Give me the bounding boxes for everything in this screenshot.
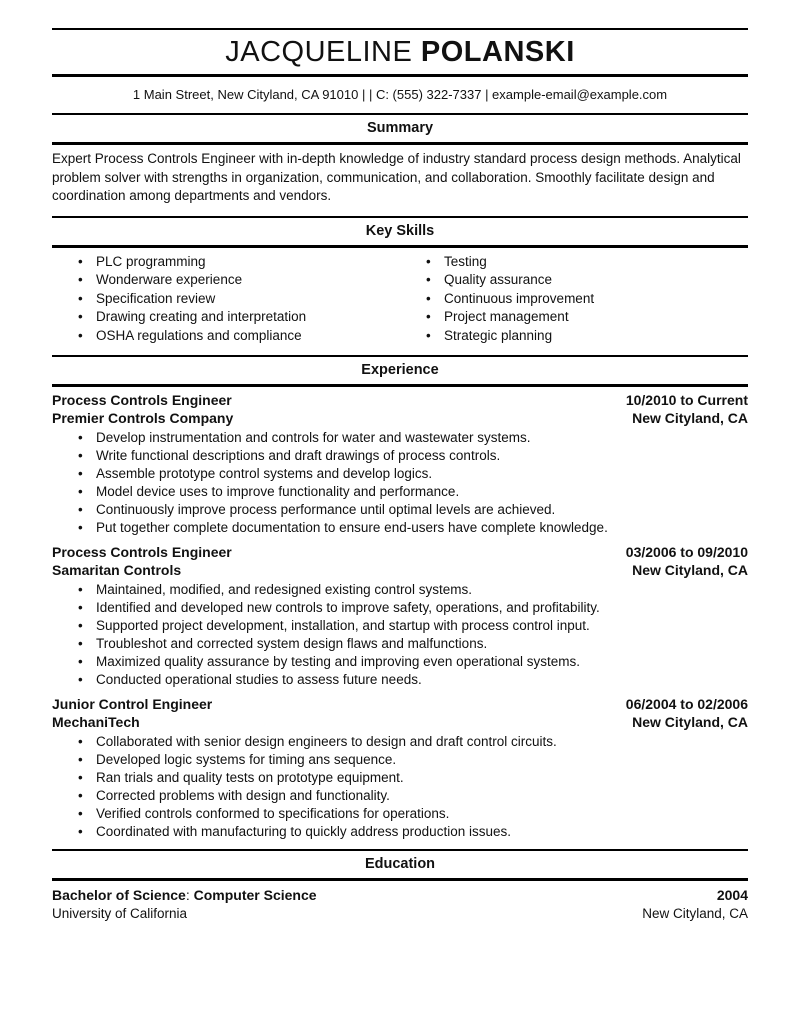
bullet-item [75, 635, 748, 653]
section-experience [52, 355, 748, 841]
section-rule-thin [52, 849, 748, 851]
bullet-text: • Maintained, modified, and redesigned existing control systems. [96, 582, 472, 597]
bullet-item [75, 653, 748, 671]
degree-separator: : [185, 887, 194, 903]
bullet-text: • Troubleshot and corrected system design flaws and malfunctions. [96, 636, 488, 651]
bullet-item [75, 483, 748, 501]
skill-text: • Strategic planning [444, 327, 553, 343]
bullet-text: • Coordinated with manufacturing to quickly address production issues. [96, 824, 511, 839]
job-subheader-row [52, 409, 748, 427]
bullet-item [75, 465, 748, 483]
bullet-text: • Collaborated with senior design engineers to design and draft control circuits. [96, 734, 557, 749]
job-company: MechaniTech [52, 714, 140, 730]
job-subheader-row [52, 561, 748, 579]
bullet-text: • Put together complete documentation to ensure end-users have complete knowledge. [96, 520, 608, 535]
first-name: JACQUELINE [225, 36, 413, 68]
degree-line [52, 886, 317, 905]
skill-item [423, 271, 748, 290]
bullet-item [75, 733, 748, 751]
section-heading-key-skills: Key Skills [365, 222, 435, 239]
section-rule-thick [52, 142, 748, 145]
bullet-text: • Verified controls conformed to specifications for operations. [96, 806, 450, 821]
bullet-item [75, 751, 748, 769]
job-entry-1 [52, 391, 748, 537]
section-rule-thick [52, 384, 748, 387]
section-rule-thick [52, 245, 748, 248]
bullet-text: • Ran trials and quality tests on prototype equipment. [96, 770, 404, 785]
job-bullets [52, 429, 748, 537]
job-title: Junior Control Engineer [52, 696, 213, 712]
bullet-text: • Supported project development, installation, and startup with process control input. [96, 618, 590, 633]
skill-item [423, 327, 748, 346]
bullet-item [75, 519, 748, 537]
summary-text: Expert Process Controls Engineer with in-depth knowledge of industry standard process design methods. Analytical problem solver with strengths in organization, communication, and collaboration. Smoothly facilitate design and coordination among departments and vendors. [52, 151, 741, 203]
contact-line: 1 Main Street, New Cityland, CA 91010 | | C: (555) 322-7337 | example-email@example.com [132, 87, 668, 102]
education-year: 2004 [716, 887, 748, 903]
bullet-item [75, 581, 748, 599]
skill-text: • Wonderware experience [96, 272, 243, 287]
section-rule-thick [52, 878, 748, 881]
bullet-item [75, 599, 748, 617]
job-header-row [52, 695, 748, 713]
skill-text: • OSHA regulations and compliance [96, 327, 302, 343]
job-company: Samaritan Controls [52, 562, 182, 578]
job-title: Process Controls Engineer [52, 392, 232, 408]
bullet-text: • Model device uses to improve functionality and performance. [96, 484, 460, 499]
page-title [52, 30, 748, 74]
section-rule-thin [52, 113, 748, 115]
job-location: New Cityland, CA [632, 562, 748, 578]
bullet-item [75, 617, 748, 635]
section-heading-experience: Experience [361, 362, 439, 378]
skill-text: • Quality assurance [444, 272, 553, 287]
bullet-text: • Maximized quality assurance by testing and improving even operational systems. [96, 654, 580, 669]
job-dates: 10/2010 to Current [625, 392, 748, 408]
bullet-text: • Develop instrumentation and controls for water and wastewater systems. [96, 430, 531, 445]
skills-column-left [52, 253, 400, 346]
skill-text: • Testing [444, 253, 487, 269]
section-summary [52, 113, 748, 206]
bullet-item [75, 769, 748, 787]
job-subheader-row [52, 713, 748, 731]
job-bullets [52, 581, 748, 689]
skill-text: • Specification review [96, 290, 216, 306]
degree-field: Computer Science [193, 887, 317, 903]
job-dates: 03/2006 to 09/2010 [625, 544, 748, 560]
job-header-row [52, 391, 748, 409]
bullet-text: • Developed logic systems for timing ans sequence. [96, 752, 397, 767]
skills-column-right [400, 253, 748, 346]
skill-item [75, 290, 400, 309]
bullet-item [75, 429, 748, 447]
skill-item [423, 290, 748, 309]
skill-item [75, 271, 400, 290]
section-education [52, 849, 748, 923]
bullet-text: • Assemble prototype control systems and develop logics. [96, 466, 433, 481]
bullet-text: • Conducted operational studies to assess future needs. [96, 672, 422, 687]
section-key-skills [52, 216, 748, 346]
bullet-item [75, 501, 748, 519]
job-location: New Cityland, CA [632, 410, 748, 426]
skill-item [75, 253, 400, 272]
section-heading-education: Education [364, 856, 436, 872]
bullet-item [75, 787, 748, 805]
last-name: POLANSKI [420, 36, 575, 68]
bullet-text: • Corrected problems with design and functionality. [96, 788, 390, 803]
skill-text: • Drawing creating and interpretation [96, 309, 307, 324]
skill-text: • Project management [444, 309, 569, 324]
bullet-item [75, 671, 748, 689]
education-school: University of California [52, 905, 188, 921]
bullet-text: • Identified and developed new controls to improve safety, operations, and profitability. [96, 600, 600, 615]
job-location: New Cityland, CA [632, 714, 748, 730]
job-title: Process Controls Engineer [52, 544, 232, 560]
skill-item [423, 308, 748, 327]
section-rule-thin [52, 216, 748, 218]
job-company: Premier Controls Company [52, 410, 234, 426]
education-entry [52, 886, 748, 923]
name-underline-rule [52, 74, 748, 77]
skill-item [423, 253, 748, 272]
bullet-item [75, 823, 748, 841]
skill-text: • Continuous improvement [444, 290, 595, 306]
degree: Bachelor of Science [52, 887, 186, 903]
job-dates: 06/2004 to 02/2006 [625, 696, 748, 712]
section-heading-summary: Summary [366, 120, 434, 136]
job-entry-3 [52, 695, 748, 841]
section-rule-thin [52, 355, 748, 357]
bullet-text: • Continuously improve process performance until optimal levels are achieved. [96, 502, 556, 517]
skill-item [75, 327, 400, 346]
bullet-text: • Write functional descriptions and draft drawings of process controls. [96, 448, 501, 463]
skill-text: • PLC programming [96, 253, 206, 269]
education-location: New Cityland, CA [642, 905, 748, 921]
job-header-row [52, 543, 748, 561]
education-header-row [52, 886, 748, 905]
bullet-item [75, 805, 748, 823]
bullet-item [75, 447, 748, 465]
job-bullets [52, 733, 748, 841]
skill-item [75, 308, 400, 327]
education-subheader-row [52, 905, 748, 924]
skills-columns [52, 253, 748, 346]
job-entry-2 [52, 543, 748, 689]
